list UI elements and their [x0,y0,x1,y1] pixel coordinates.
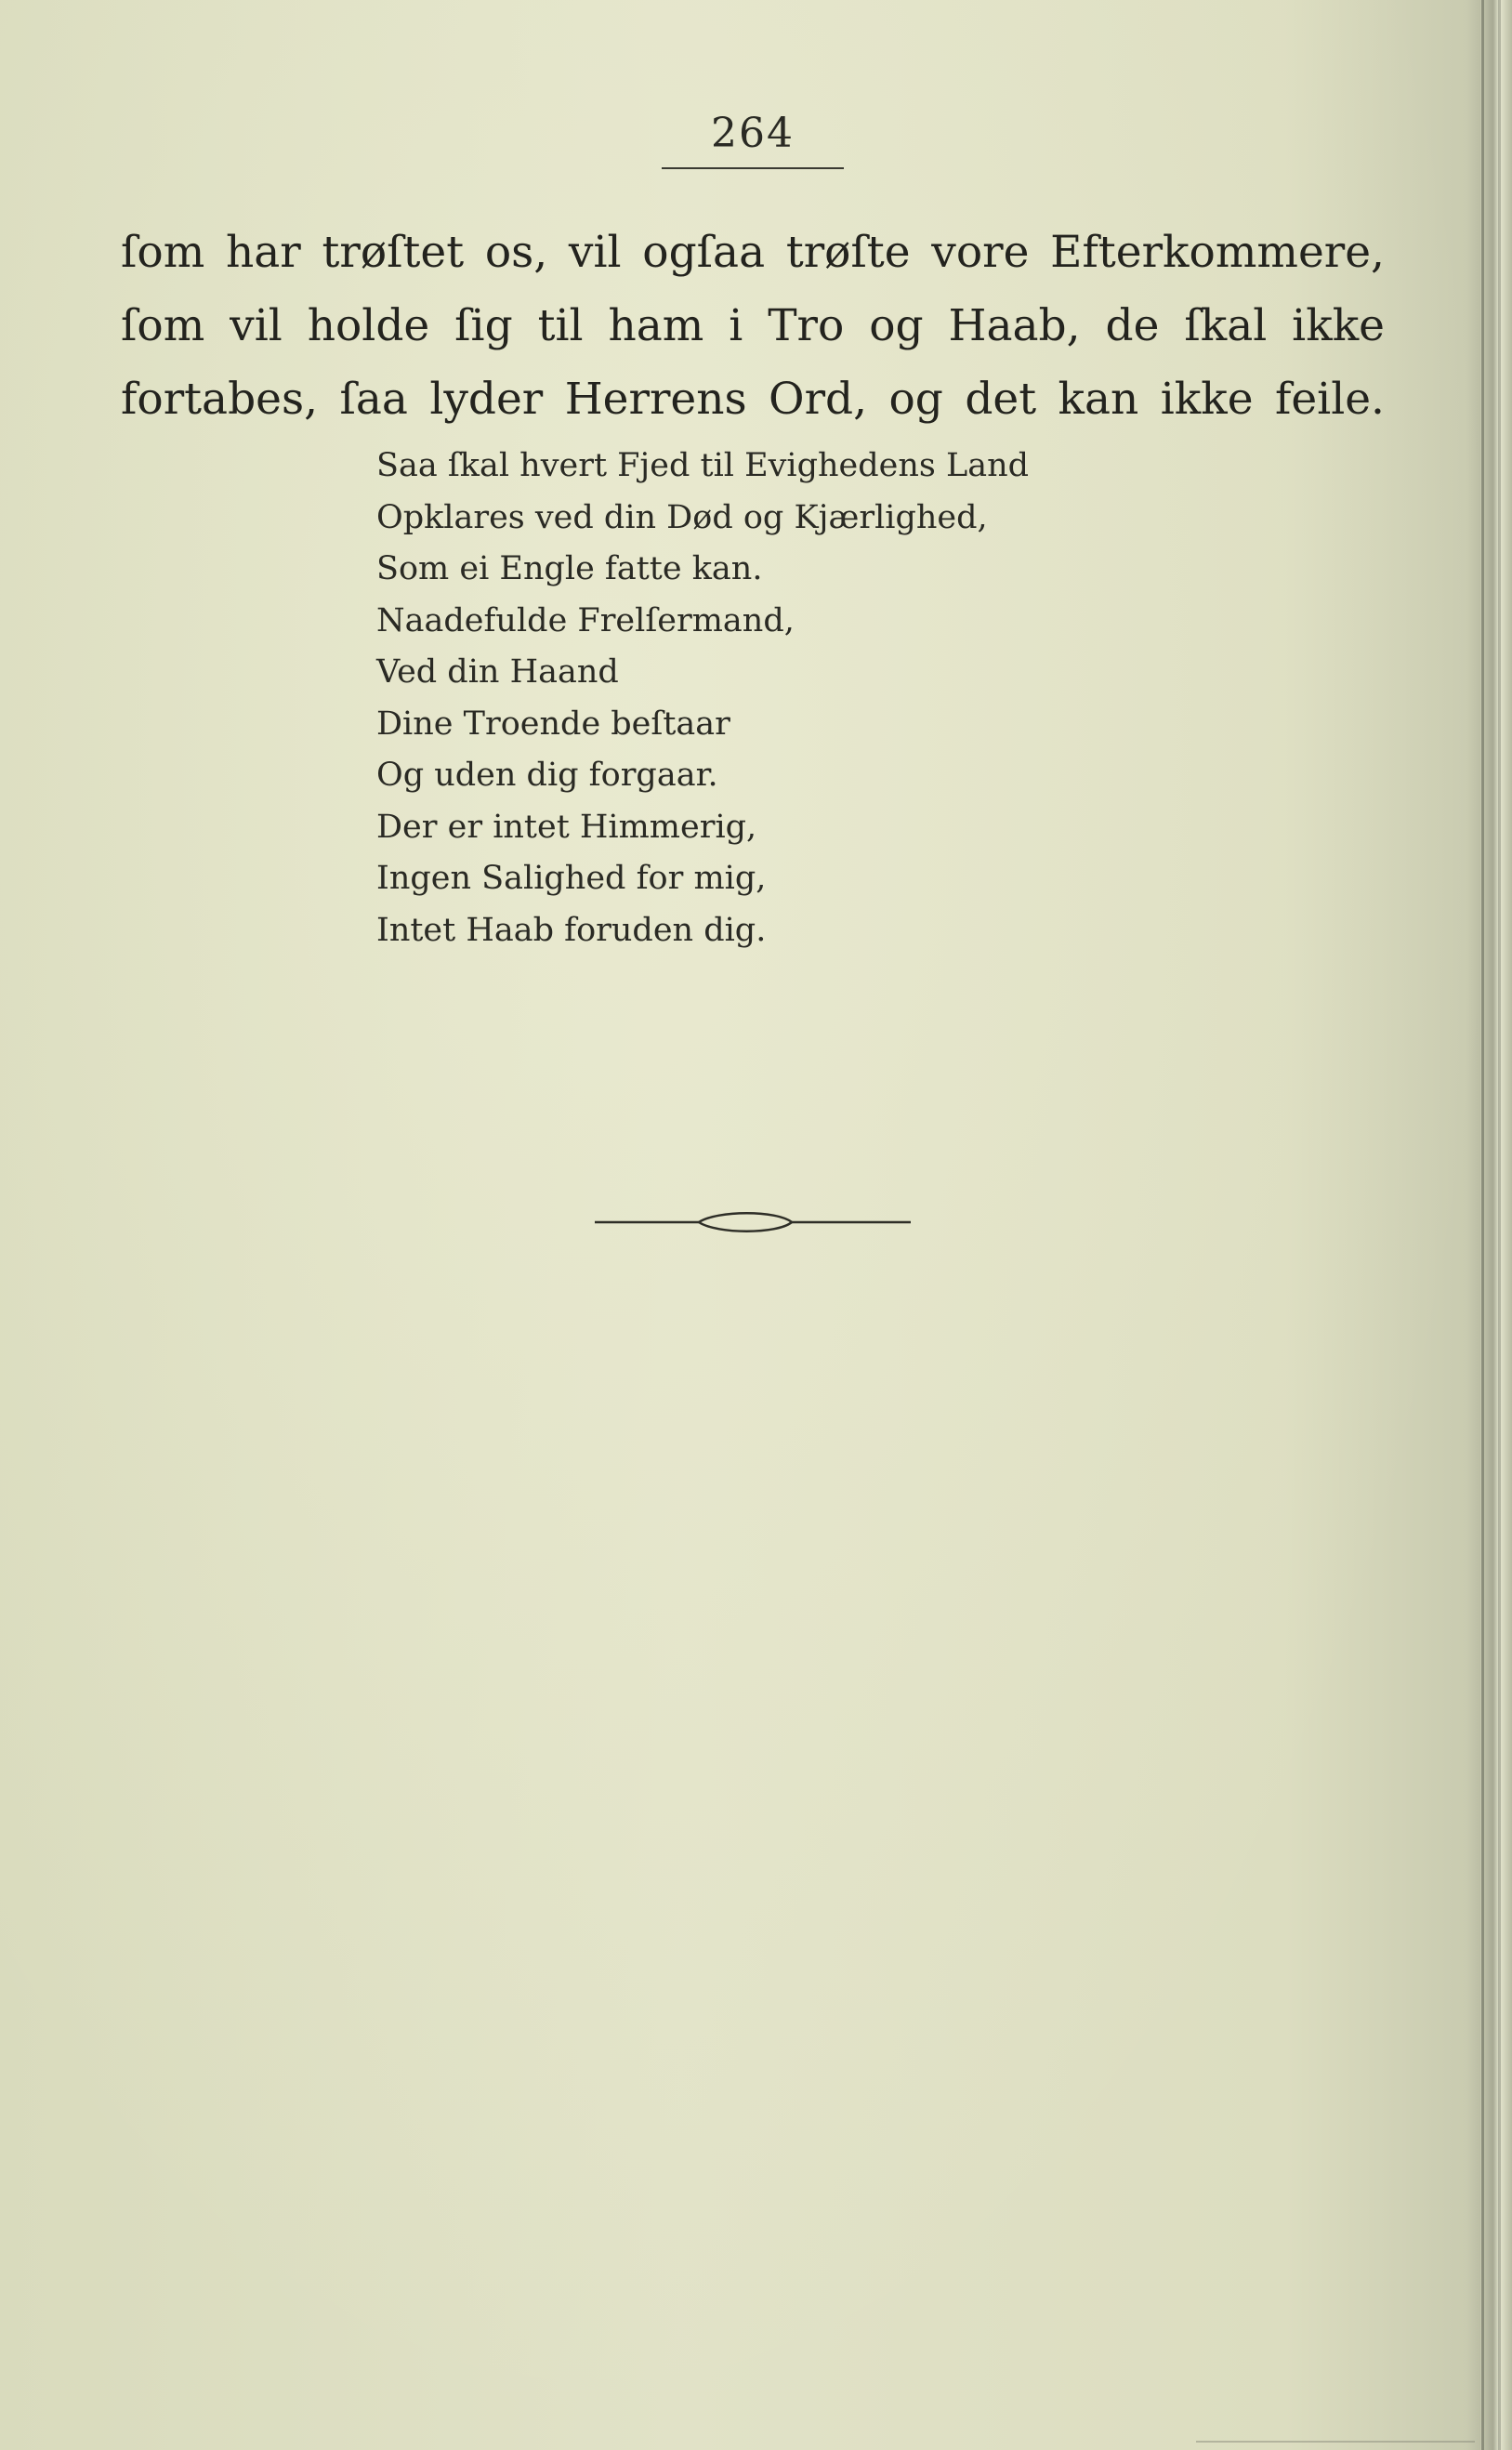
prose-line: ſom har trøſtet os, vil ogſaa trøſte vore Efterkommere, [121,227,1385,278]
hymn-verse [376,441,1213,956]
verse-line: Opklares ved din Død og Kjærlighed, [376,498,988,536]
verse-line: Ingen Salighed for mig, [376,860,767,897]
prose-line: ſom vil holde ſig til ham i Tro og Haab, de ſkal ikke [121,300,1385,351]
verse-line: Og uden dig forgaar. [376,757,718,794]
prose-line: fortabes, ſaa lyder Herrens Ord, og det kan ikke feile. [121,374,1385,425]
section-end-ornament-icon [595,1206,911,1238]
verse-line: Ved din Haand [376,653,619,691]
verse-line: Som ei Engle fatte kan. [376,550,763,587]
header-rule [662,167,844,169]
verse-line: Dine Troende beſtaar [376,705,730,743]
page-edge [1480,0,1512,2450]
page-edge-line [1481,0,1484,2450]
verse-line: Der er intet Himmerig, [376,808,757,846]
page-edge-bottom [1196,2441,1475,2443]
prose-paragraph [121,216,1385,436]
page-edge-line [1498,0,1501,2450]
verse-line: Saa ſkal hvert Fjed til Evighedens Land [376,447,1030,484]
verse-line: Naadefulde Frelſermand, [376,601,795,639]
verse-line: Intet Haab foruden dig. [376,911,767,949]
page-number: 264 [711,110,795,157]
